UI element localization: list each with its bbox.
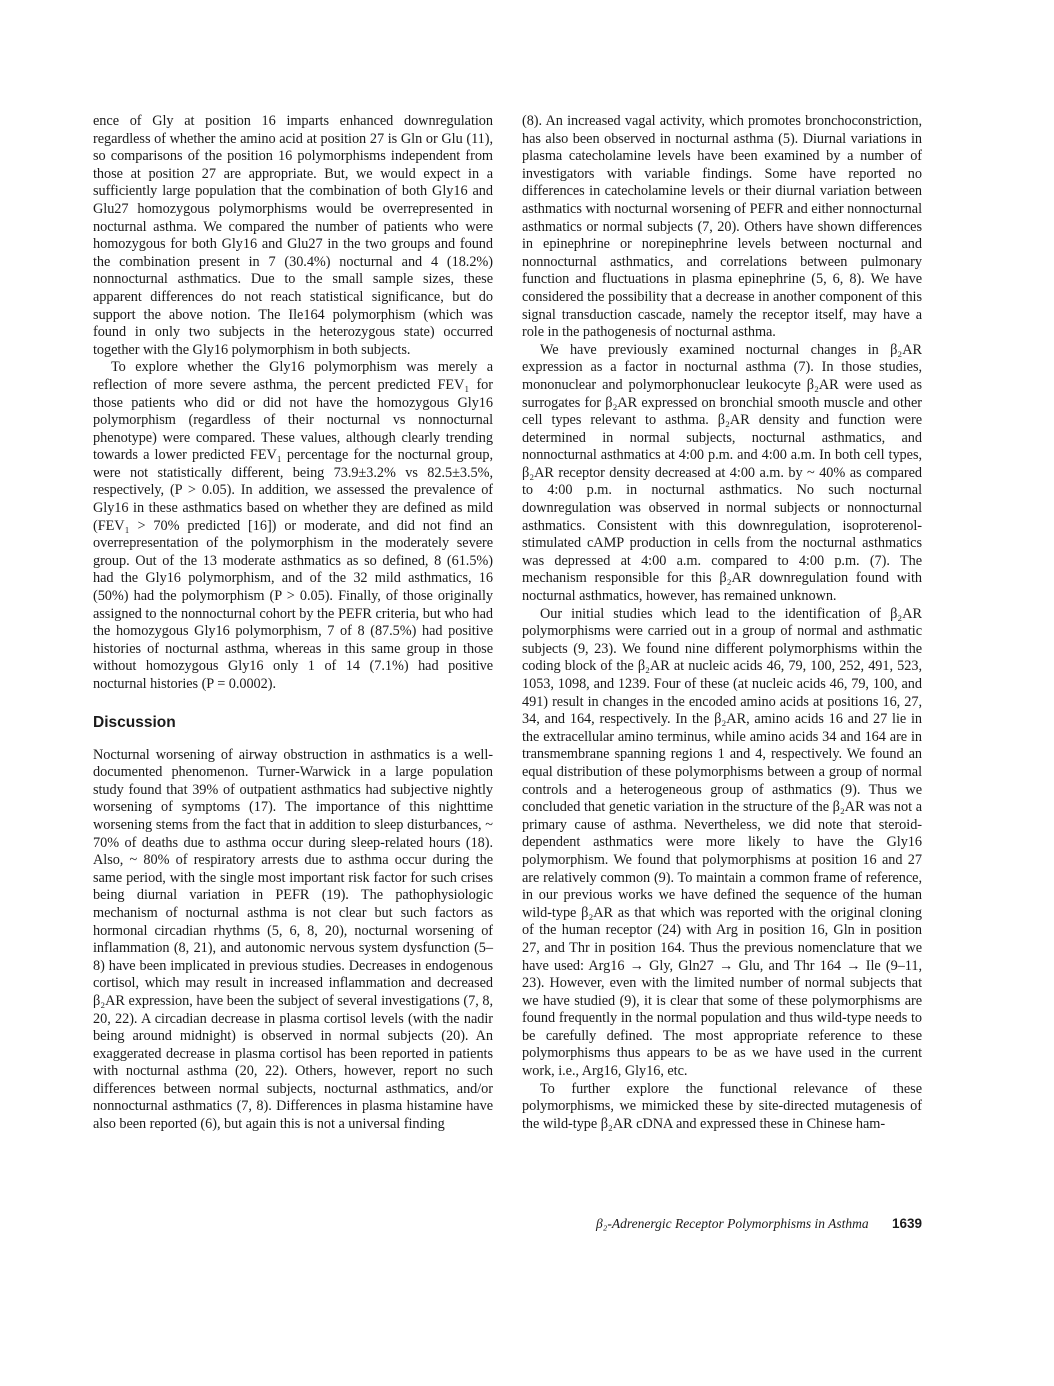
page-footer	[522, 1216, 922, 1232]
paragraph: (8). An increased vagal activity, which promotes bronchoconstriction, has also been observed in nocturnal asthma (5). Diurnal variations in plasma catecholamine levels have been examined by a number of investigators with variable findings. Some have reported no differences in catecholamine levels or their diurnal variation between asthmatics with nocturnal worsening of PEFR and either nonnocturnal asthmatics or normal subjects (7, 20). Others have shown differences in epinephrine or norepinephrine levels between nocturnal and nonnocturnal asthmatics, and correlations between pulmonary function and fluctuations in plasma epinephrine (5, 6, 8). We have considered the possibility that a decrease in another component of this signal transduction cascade, namely the receptor itself, may have a role in the pathogenesis of nocturnal asthma.	[522, 113, 922, 341]
running-title: β₂-Adrenergic Receptor Polymorphisms in Asthma	[595, 1216, 869, 1231]
paragraph: We have previously examined nocturnal changes in β₂AR expression as a factor in nocturnal asthma (7). In those studies, mononuclear and polymorphonuclear leukocyte β₂AR were used as surrogates for β₂AR expressed on bronchial smooth muscle and other cell types relevant to asthma. β₂AR density and function were determined in normal subjects, nocturnal asthmatics, and nonnocturnal asthmatics at 4:00 p.m. and 4:00 a.m. In both cell types, β₂AR receptor density decreased at 4:00 a.m. by ~ 40% as compared to 4:00 p.m. in nocturnal asthmatics. No such nocturnal downregulation was observed in normal subjects or nonnocturnal asthmatics. Consistent with this downregulation, isoproterenol-stimulated cAMP production in cells from the nocturnal asthmatics was depressed at 4:00 a.m. compared to 4:00 p.m. (7). The mechanism responsible for this β₂AR downregulation found with nocturnal asthmatics, however, has remained unknown.	[522, 341, 922, 605]
page-number: 1639	[891, 1216, 922, 1231]
paragraph: ence of Gly at position 16 imparts enhanced downregulation regardless of whether the amino acid at position 27 is Gln or Glu (11), so comparisons of the position 16 polymorphisms independent from those at position 27 are appropriate. But, we would expect in a sufficiently large population that the combination of both Gly16 and Glu27 homozygous polymorphisms would be overrepresented in nocturnal asthma. We compared the number of patients who were homozygous for both Gly16 and Glu27 in the two groups and found the combination present in 7 (30.4%) nocturnal and 4 (18.2%) nonnocturnal asthmatics. Due to the small sample sizes, these apparent differences do not reach statistical significance, but do support the above notion. The Ile164 polymorphism (which was found in only two subjects in the heterozygous state) occurred together with the Gly16 polymorphism in both subjects.	[93, 113, 493, 358]
section-heading-discussion: Discussion	[93, 713, 176, 731]
paragraph: Our initial studies which lead to the identification of β₂AR polymorphisms were carried out in a group of normal and asthmatic subjects (9, 23). We found nine different polymorphisms within the coding block of the β₂AR at nucleic acids 46, 79, 100, 252, 491, 523, 1053, 1098, and 1239. Four of these (at nucleic acids 46, 79, 100, and 491) result in changes in the encoded amino acids at positions 16, 27, 34, and 164, respectively. In the β₂AR, amino acids 16 and 27 lie in the extracellular amino terminus, while amino acids 34 and 164 are in transmembrane spanning regions 1 and 4, respectively. We found an equal distribution of these polymorphisms between a group of normal controls and a heterogeneous group of asthmatics (9). Thus we concluded that genetic variation in the structure of the β₂AR was not a primary cause of asthma. Nevertheless, we did note that steroid-dependent asthmatics were more likely to have the Gly16 polymorphism. We found that polymorphisms at position 16 and 27 are relatively common (9). To maintain a common frame of reference, in our previous works we have defined the sequence of the human wild-type β₂AR as that which was reported with the original cloning of the human receptor (24) with Arg in position 16, Gln in position 27, and Thr in position 164. Thus the previous nomenclature that we have used: Arg16 → Gly, Gln27 → Glu, and Thr 164 → Ile (9–11, 23). However, even with the limited number of normal subjects that we have studied (9), it is clear that some of these polymorphisms are found frequently in the normal population and thus wild-type needs to be carefully defined. The most appropriate reference to these polymorphisms thus appears to be as we have used in the current work, i.e., Arg16, Gly16, etc.	[522, 605, 922, 1080]
left-column	[93, 113, 493, 1134]
right-column	[522, 113, 922, 1133]
paragraph: To further explore the functional relevance of these polymorphisms, we mimicked these by site-directed mutagenesis of the wild-type β₂AR cDNA and expressed these in Chinese ham-	[522, 1080, 922, 1132]
paragraph: To explore whether the Gly16 polymorphism was merely a reflection of more severe asthma, the percent predicted FEV₁ for those patients who did or did not have the homozygous Gly16 polymorphism (regardless of their nocturnal vs nonnocturnal phenotype) were compared. These values, although clearly trending towards a lower predicted FEV₁ percentage for the nocturnal group, were not statistically different, being 73.9±3.2% vs 82.5±3.5%, respectively, (P > 0.05). In addition, we assessed the prevalence of Gly16 in these asthmatics based on whether they are defined as mild (FEV₁ > 70% predicted [16]) or moderate, and did not find an overrepresentation of the polymorphism in the moderately severe group. Out of the 13 moderate asthmatics as so defined, 8 (61.5%) had the Gly16 polymorphism, and of the 32 mild asthmatics, 16 (50%) had the polymorphism (P > 0.05). Finally, of those originally assigned to the nonnocturnal cohort by the PEFR criteria, but who had the homozygous Gly16 polymorphism, 7 of 8 (87.5%) had positive histories of nocturnal asthma, whereas in this same group in those without homozygous Gly16 only 1 of 14 (7.1%) had positive nocturnal histories (P = 0.0002).	[93, 359, 493, 692]
paragraph: Nocturnal worsening of airway obstruction in asthmatics is a well-documented phenomenon. Turner-Warwick in a large population study found that 39% of outpatient asthmatics had subjective nightly worsening of symptoms (17). The importance of this nighttime worsening stems from the fact that in addition to sleep disturbances, ~ 70% of deaths due to asthma occur during sleep-related hours (18). Also, ~ 80% of respiratory arrests due to asthma occur during the same period, with the single most important risk factor for such crises being diurnal variation in PEFR (19). The pathophysiologic mechanism of nocturnal asthma is not clear but such factors as hormonal circadian rhythms (5, 6, 8, 20), nocturnal worsening of inflammation (8, 21), and autonomic nervous system dysfunction (5–8) have been implicated in previous studies. Decreases in endogenous cortisol, which may result in increased inflammation and decreased β₂AR expression, have been the subject of several investigations (7, 8, 20, 22). A circadian decrease in plasma cortisol levels (with the nadir being around midnight) is observed in normal subjects (20). An exaggerated decrease in plasma cortisol has been reported in patients with nocturnal asthma (20, 22). Others, however, report no such differences between normal subjects, nocturnal asthmatics, and/or nonnocturnal asthmatics (7, 8). Differences in plasma histamine have also been reported (6), but again this is not a universal finding	[93, 746, 493, 1133]
